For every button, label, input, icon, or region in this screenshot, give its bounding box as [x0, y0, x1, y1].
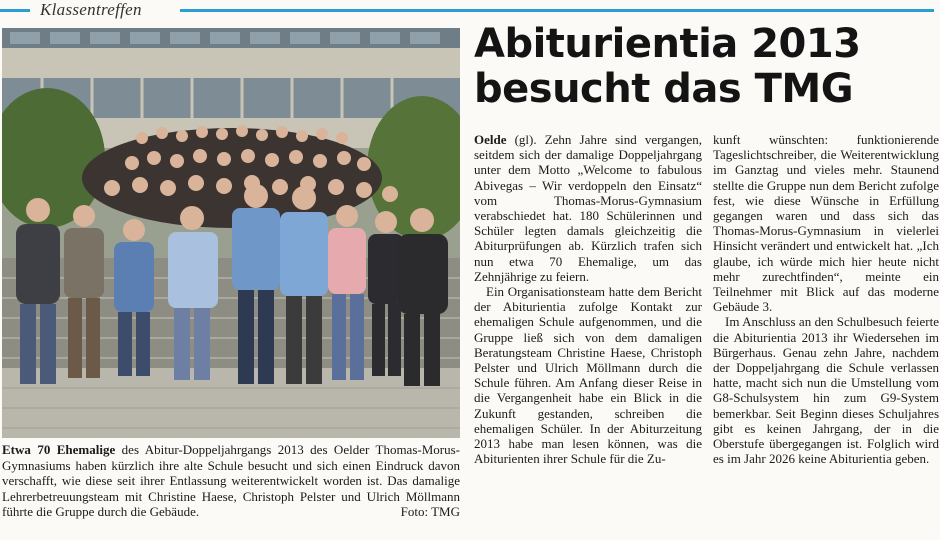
- rubric-rule: [180, 9, 934, 12]
- headline: [474, 22, 936, 112]
- caption-text: des Abitur-Doppeljahrgangs 2013 des Oelder Thomas-Morus-Gymnasiums haben kürzlich ihre alte Schule besucht und sich einen Eindruck davon verschafft, wie diese seit ihrer Entlassung weiterentwickelt worden ist. Das damalige Lehrerbetreuungsteam mit Christine Haese, Christoph Pelster und Ulrich Möllmann führte die Gruppe durch die Gebäude.: [2, 442, 460, 519]
- article-paragraph-3: kunft wünschten: funktionierende Tageslichtschreiber, die Weiterentwicklung im Ganztag und vieles mehr. Staunend stellte die Gruppe nun dem Bericht zufolge fest, wie diese Wünsche in Erfüllung gegangen waren und dass sich das Thomas-Morus-Gymnasium in vielerlei Hinsicht verändert und entwickelt hat. „Ich glaube, ich würde mich hier heute nicht mehr zurechtfinden“, meinte ein Teilnehmer mit Blick auf das moderne Gebäude 3.: [713, 132, 939, 315]
- rubric-row: [0, 0, 940, 20]
- headline-line1: Abiturientia 2013: [474, 21, 861, 67]
- group-photo-illustration: [2, 28, 460, 438]
- article-column-2: [713, 132, 939, 466]
- article-column-1: [474, 132, 702, 466]
- group-photo: [2, 28, 460, 438]
- photo-caption: [2, 442, 460, 520]
- rubric-label: Klassentreffen: [40, 0, 142, 19]
- article-paragraph-2: Ein Organisationsteam hatte dem Bericht der Abiturientia zufolge Kontakt zur ehemaligen Schule aufgenommen, und die Gruppe ließ sich von dem damaligen Beratungsteam Christine Haese, Christoph Pelster und Ulrich Möllmann durch die Schule führen. Am Anfang dieser Reise in die Vergangenheit habe ein Blick in die Zukunft gestanden, schreiben die ehemaligen Schüler. In der Abiturzeitung 2013 habe man lesen können, was die Abiturienten ihrer Schule für die Zu-: [474, 284, 702, 467]
- dateline: Oelde: [474, 132, 507, 147]
- rubric-rule-left: [0, 9, 30, 12]
- caption-lead: Etwa 70 Ehemalige: [2, 442, 116, 457]
- article-paragraph-4: Im Anschluss an den Schulbesuch feierte die Abiturientia 2013 ihr Wiedersehen im Bürgerhaus. Genau zehn Jahre, nachdem der Doppeljahrgang die Schule verlassen hatte, macht sich nun die Umstellung vom G8-Schulsystem hin zum G9-System bemerkbar. Seit Beginn dieses Schuljahres gibt es keinen Jahrgang, der in die Oberstufe übergegangen ist. Folglich wird es im Jahr 2026 keine Abiturientia geben.: [713, 314, 939, 467]
- article-text-1: (gl). Zehn Jahre sind vergangen, seitdem sich der damalige Doppeljahrgang unter dem Motto „Welcome to fabulous Abivegas – Wir verdoppeln den Einsatz“ vom Thomas-Morus-Gymnasium verabschiedet hat. 180 Schülerinnen und Schüler legten damals gleichzeitig die Abiturprüfungen ab. Kürzlich trafen sich nun etwa 70 Ehemalige, um das Zehnjährige zu feiern.: [474, 132, 702, 284]
- headline-line2: besucht das TMG: [474, 66, 854, 112]
- photo-credit: Foto: TMG: [400, 504, 460, 519]
- article-paragraph-1: [474, 132, 702, 284]
